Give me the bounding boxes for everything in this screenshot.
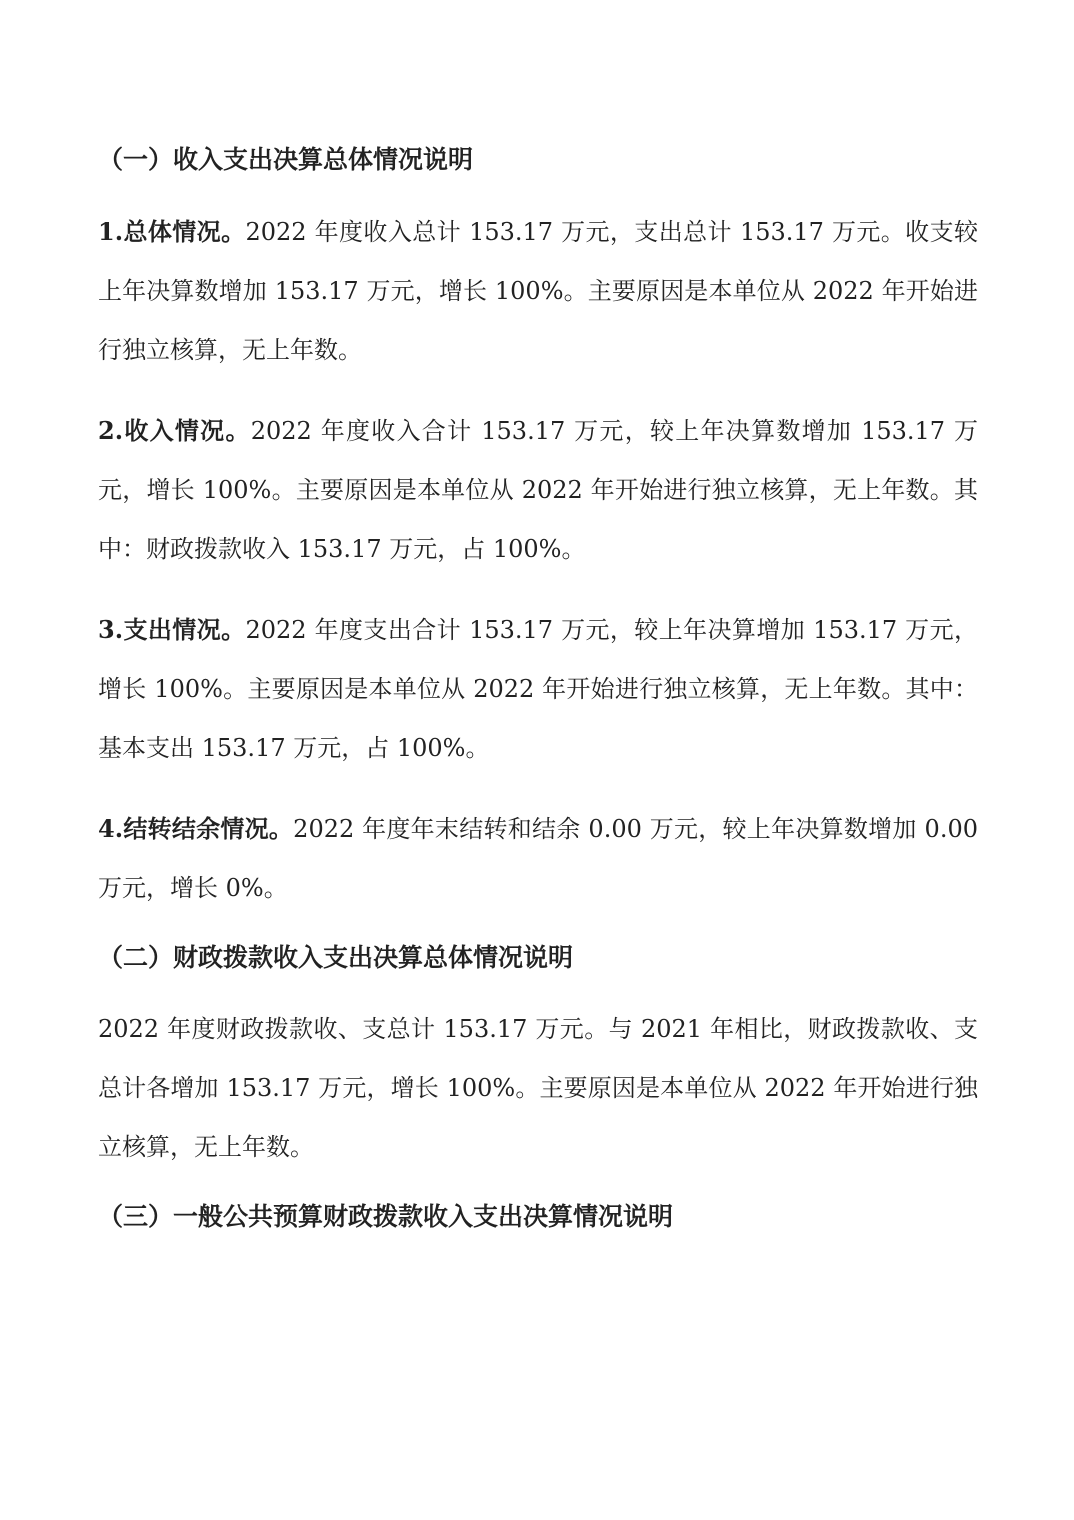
section-heading-1: （一）收入支出决算总体情况说明 (98, 145, 474, 174)
section-heading-2: （二）财政拨款收入支出决算总体情况说明 (98, 943, 574, 972)
paragraph-text: 2022 年度财政拨款收、支总计 153.17 万元。与 2021 年相比，财政拨款收、支总计各增加 153.17 万元，增长 100%。主要原因是本单位从 2022 年开始进行独立核算，无上年数。 (98, 1015, 978, 1161)
paragraph-lead: 3.支出情况。 (98, 615, 246, 644)
paragraph-lead: 2.收入情况。 (98, 416, 251, 445)
paragraph-lead: 4.结转结余情况。 (98, 814, 294, 843)
paragraph-overall (98, 202, 978, 380)
paragraph-income (98, 401, 978, 579)
paragraph-text: 2022 年度收入总计 153.17 万元，支出总计 153.17 万元。收支较上年决算数增加 153.17 万元，增长 100%。主要原因是本单位从 2022 年开始进行独立核算，无上年数。 (98, 218, 978, 364)
paragraph-text: 2022 年度年末结转和结余 0.00 万元，较上年决算数增加 0.00 万元，增长 0%。 (98, 815, 978, 902)
paragraph-lead: 1.总体情况。 (98, 217, 246, 246)
document-body (98, 140, 978, 1237)
paragraph-text: 2022 年度支出合计 153.17 万元，较上年决算增加 153.17 万元，增长 100%。主要原因是本单位从 2022 年开始进行独立核算，无上年数。其中：基本支出 153.17 万元，占 100%。 (98, 616, 978, 762)
paragraph-carryover (98, 799, 978, 918)
paragraph-text: 2022 年度收入合计 153.17 万元，较上年决算数增加 153.17 万元，增长 100%。主要原因是本单位从 2022 年开始进行独立核算，无上年数。其中：财政拨款收入 153.17 万元，占 100%。 (98, 417, 978, 563)
paragraph-expenditure (98, 600, 978, 778)
section-heading-3: （三）一般公共预算财政拨款收入支出决算情况说明 (98, 1202, 674, 1231)
paragraph-fiscal-appropriation (98, 1000, 978, 1177)
